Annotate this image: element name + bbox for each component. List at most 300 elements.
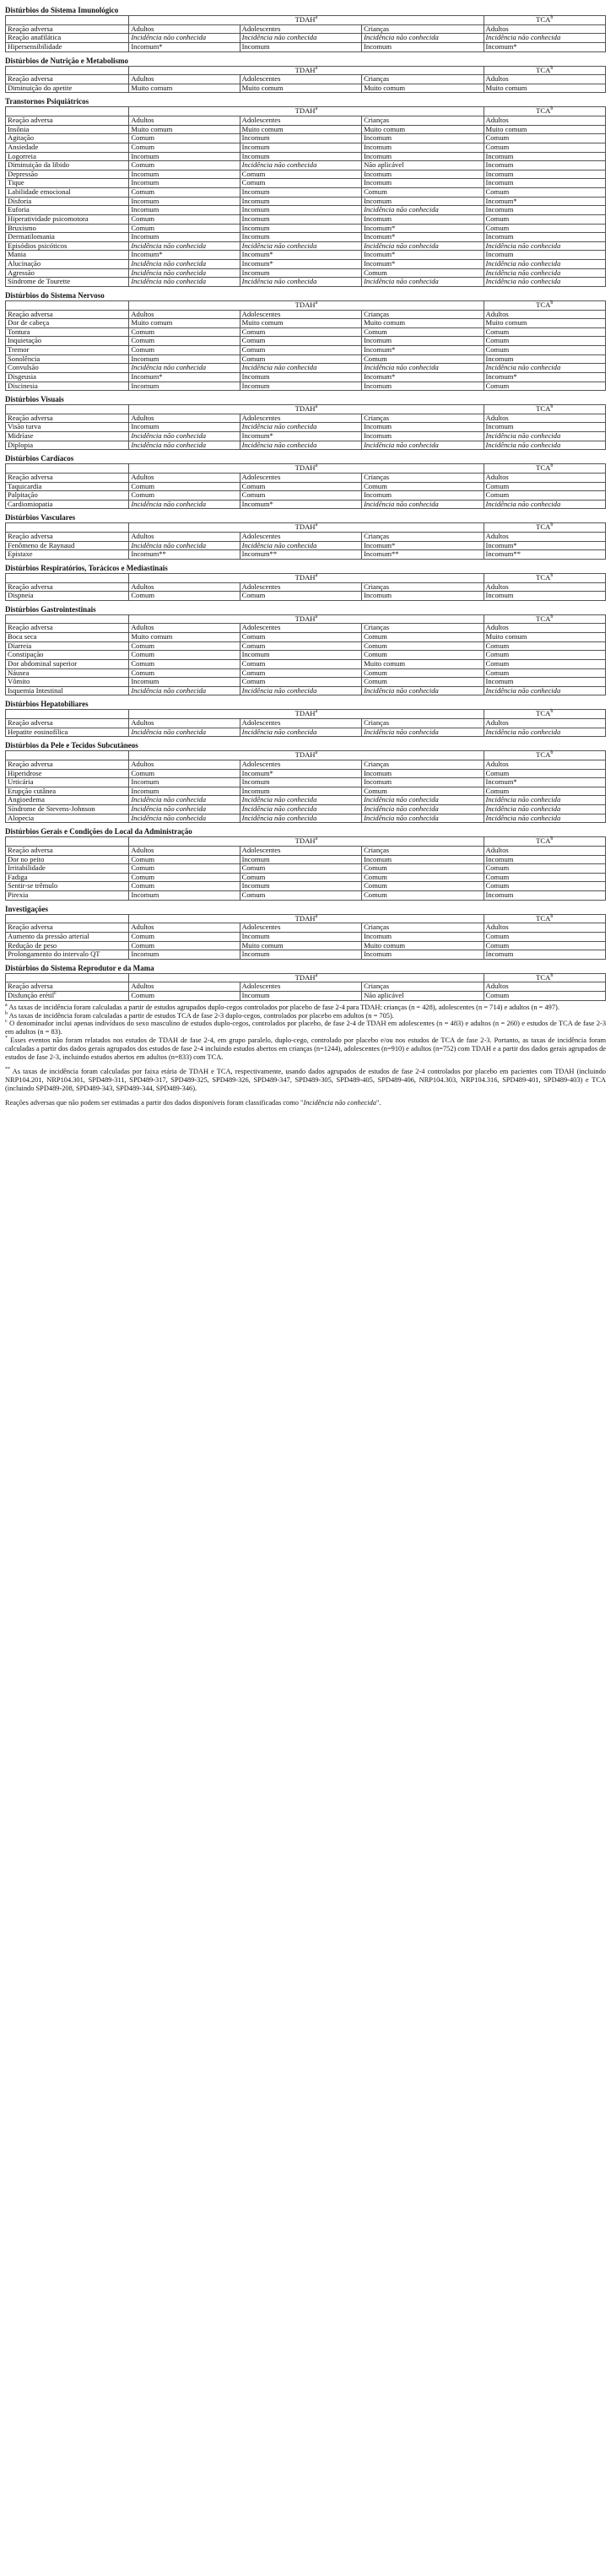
frequency-cell: Comum xyxy=(129,668,240,678)
frequency-cell: Comum xyxy=(129,482,240,491)
reaction-name: Constipação xyxy=(6,651,129,660)
frequency-cell: Comum xyxy=(484,134,606,143)
reaction-name: Diminuição do apetite xyxy=(6,84,129,93)
group-header-tdah: TDAH$^a$ xyxy=(129,66,484,75)
column-header: Adultos xyxy=(484,624,606,633)
frequency-cell: Incidência não conhecida xyxy=(129,278,240,287)
table-row xyxy=(6,224,606,233)
adverse-reactions-table xyxy=(5,106,606,287)
frequency-cell: Comum xyxy=(240,641,361,651)
adverse-reactions-table xyxy=(5,300,606,391)
column-header: Crianças xyxy=(362,24,484,34)
section xyxy=(5,964,601,1001)
table-row xyxy=(6,992,606,1001)
group-header-tdah: TDAH$^a$ xyxy=(129,973,484,982)
section xyxy=(5,700,601,737)
footnote-unknown-incidence: Reações adversas que não podem ser estimadas a partir dos dados disponíveis foram classificadas como "Incidência não conhecida". xyxy=(5,1098,381,1107)
column-header: Reação adversa xyxy=(6,310,129,319)
frequency-cell: Comum xyxy=(129,941,240,950)
frequency-cell: Incomum* xyxy=(240,500,361,509)
frequency-cell: Incomum xyxy=(362,950,484,960)
frequency-cell: Incidência não conhecida xyxy=(240,728,361,737)
reaction-name: Dor abdominal superior xyxy=(6,659,129,668)
frequency-cell: Comum xyxy=(129,214,240,224)
adverse-reactions-table xyxy=(5,66,606,94)
frequency-cell: Incomum xyxy=(484,423,606,432)
frequency-cell: Incidência não conhecida xyxy=(129,686,240,695)
frequency-cell: Incomum xyxy=(484,170,606,179)
column-header: Adultos xyxy=(484,75,606,84)
group-header-blank xyxy=(6,464,129,474)
section-title: Distúrbios Hepatobiliares xyxy=(5,700,89,709)
reaction-name: Dor no peito xyxy=(6,855,129,864)
frequency-cell: Incomum xyxy=(240,134,361,143)
frequency-cell: Comum xyxy=(362,882,484,891)
reaction-name: Diplopia xyxy=(6,441,129,450)
reaction-name: Depressão xyxy=(6,170,129,179)
frequency-cell: Comum xyxy=(484,224,606,233)
frequency-cell: Comum xyxy=(484,214,606,224)
reaction-name: Boca seca xyxy=(6,633,129,642)
group-header-blank xyxy=(6,973,129,982)
group-header-blank xyxy=(6,405,129,414)
group-header-tca: TCA$^b$ xyxy=(484,614,606,624)
frequency-cell: Comum xyxy=(484,337,606,346)
section-title: Distúrbios do Sistema Imunológico xyxy=(5,6,119,14)
frequency-cell: Incomum xyxy=(484,950,606,960)
frequency-cell: Incidência não conhecida xyxy=(484,686,606,695)
frequency-cell: Incidência não conhecida xyxy=(129,34,240,43)
column-header: Crianças xyxy=(362,116,484,126)
table-row xyxy=(6,873,606,882)
frequency-cell: Comum xyxy=(362,354,484,364)
table-row xyxy=(6,260,606,269)
column-header: Crianças xyxy=(362,75,484,84)
reaction-name: Inquietação xyxy=(6,337,129,346)
frequency-cell: Comum xyxy=(129,161,240,170)
frequency-cell: Comum xyxy=(484,864,606,874)
frequency-cell: Incomum xyxy=(362,423,484,432)
reaction-name: Disforia xyxy=(6,197,129,206)
section-title: Distúrbios da Pele e Tecidos Subcutâneos xyxy=(5,741,138,750)
frequency-cell: Incomum** xyxy=(129,550,240,560)
frequency-cell: Comum xyxy=(129,932,240,941)
frequency-cell: Incomum xyxy=(362,491,484,501)
frequency-cell: Comum xyxy=(362,327,484,337)
frequency-cell: Muito comum xyxy=(240,319,361,328)
frequency-cell: Incidência não conhecida xyxy=(240,796,361,805)
column-header: Adultos xyxy=(129,533,240,542)
table-row xyxy=(6,950,606,960)
group-header-blank xyxy=(6,751,129,760)
frequency-cell: Incomum* xyxy=(362,346,484,355)
frequency-cell: Muito comum xyxy=(484,633,606,642)
frequency-cell: Muito comum xyxy=(129,125,240,134)
column-header-row xyxy=(6,473,606,482)
frequency-cell: Incomum xyxy=(129,170,240,179)
section xyxy=(5,57,601,94)
frequency-cell: Incidência não conhecida xyxy=(484,728,606,737)
adverse-reactions-table xyxy=(5,404,606,450)
frequency-cell: Incidência não conhecida xyxy=(240,541,361,550)
table-row xyxy=(6,233,606,242)
group-header-tdah: TDAH$^a$ xyxy=(129,405,484,414)
frequency-cell: Incidência não conhecida xyxy=(484,441,606,450)
column-header: Crianças xyxy=(362,719,484,728)
frequency-cell: Incomum* xyxy=(362,260,484,269)
table-row xyxy=(6,550,606,560)
adverse-reactions-table xyxy=(5,836,606,900)
frequency-cell: Incidência não conhecida xyxy=(362,241,484,251)
section-title: Transtornos Psiquiátricos xyxy=(5,97,89,106)
frequency-cell: Comum xyxy=(484,491,606,501)
column-header: Adultos xyxy=(484,582,606,592)
section xyxy=(5,97,601,287)
frequency-cell: Comum xyxy=(129,992,240,1001)
frequency-cell: Incomum xyxy=(129,206,240,215)
column-header-row xyxy=(6,24,606,34)
column-header: Reação adversa xyxy=(6,846,129,855)
section-title: Distúrbios Cardíacos xyxy=(5,454,74,463)
column-header: Adultos xyxy=(484,24,606,34)
frequency-cell: Incidência não conhecida xyxy=(362,796,484,805)
reaction-name: Hipersensibilidade xyxy=(6,42,129,51)
table-row xyxy=(6,541,606,550)
frequency-cell: Comum xyxy=(129,882,240,891)
frequency-cell: Incomum xyxy=(362,855,484,864)
table-row xyxy=(6,891,606,901)
frequency-cell: Incomum xyxy=(362,592,484,601)
reaction-name: Fenômeno de Raynaud xyxy=(6,541,129,550)
column-header: Adultos xyxy=(129,414,240,423)
section-title: Distúrbios do Sistema Reprodutor e da Mama xyxy=(5,963,154,972)
frequency-cell: Muito comum xyxy=(240,84,361,93)
frequency-cell: Incomum xyxy=(129,152,240,161)
group-header-tca: TCA$^b$ xyxy=(484,66,606,75)
frequency-cell: Incomum xyxy=(484,855,606,864)
column-header: Adultos xyxy=(129,582,240,592)
table-row xyxy=(6,641,606,651)
frequency-cell: Incomum* xyxy=(362,541,484,550)
column-header: Adolescentes xyxy=(240,75,361,84)
table-row xyxy=(6,651,606,660)
group-header-tdah: TDAH$^a$ xyxy=(129,523,484,533)
reaction-name: Mania xyxy=(6,251,129,260)
frequency-cell: Incomum* xyxy=(240,769,361,778)
frequency-cell: Incomum xyxy=(484,354,606,364)
frequency-cell: Incomum* xyxy=(362,251,484,260)
table-row xyxy=(6,278,606,287)
frequency-cell: Incomum xyxy=(240,778,361,787)
column-header-row xyxy=(6,582,606,592)
frequency-cell: Comum xyxy=(240,482,361,491)
column-header: Reação adversa xyxy=(6,414,129,423)
column-header: Reação adversa xyxy=(6,982,129,992)
table-row xyxy=(6,423,606,432)
frequency-cell: Incomum xyxy=(240,143,361,152)
frequency-cell: Incomum* xyxy=(362,372,484,382)
table-row xyxy=(6,814,606,823)
frequency-cell: Comum xyxy=(484,188,606,198)
frequency-cell: Comum xyxy=(362,678,484,687)
column-header-row xyxy=(6,719,606,728)
section xyxy=(5,291,601,391)
section xyxy=(5,454,601,509)
table-row xyxy=(6,941,606,950)
frequency-cell: Incidência não conhecida xyxy=(240,805,361,814)
frequency-cell: Incidência não conhecida xyxy=(129,728,240,737)
footnotes xyxy=(5,1004,606,1107)
frequency-cell: Incomum xyxy=(240,651,361,660)
frequency-cell: Comum xyxy=(362,268,484,278)
group-header-tca: TCA$^b$ xyxy=(484,300,606,310)
column-header-row xyxy=(6,846,606,855)
frequency-cell: Incomum xyxy=(240,382,361,391)
frequency-cell: Comum xyxy=(362,641,484,651)
column-header: Crianças xyxy=(362,624,484,633)
section-title: Distúrbios Gerais e Condições do Local da Administração xyxy=(5,827,192,836)
table-row xyxy=(6,364,606,373)
reaction-name: Isquemia Intestinal xyxy=(6,686,129,695)
section xyxy=(5,564,601,601)
frequency-cell: Incidência não conhecida xyxy=(484,432,606,441)
column-header: Adolescentes xyxy=(240,982,361,992)
reaction-name: Tremor xyxy=(6,346,129,355)
frequency-cell: Muito comum xyxy=(362,659,484,668)
section-title: Distúrbios Vasculares xyxy=(5,513,76,522)
frequency-cell: Incomum* xyxy=(129,372,240,382)
column-header: Adultos xyxy=(484,414,606,423)
frequency-cell: Não aplicável xyxy=(362,992,484,1001)
column-header: Adultos xyxy=(484,846,606,855)
footnote: $^c$ O denominador inclui apenas indivíduos do sexo masculino de estudos duplo-cegos, controlados por placebo, de fase 2-4 de TDAH em adolescentes (n = 483) e adultos (n = 260) e estudos de TCA de fase 2-3 em adultos (n = 83). xyxy=(5,1019,607,1036)
reaction-name: Dor de cabeça xyxy=(6,319,129,328)
table-row xyxy=(6,728,606,737)
frequency-cell: Comum xyxy=(129,641,240,651)
frequency-cell: Incidência não conhecida xyxy=(484,796,606,805)
frequency-cell: Comum xyxy=(362,651,484,660)
frequency-cell: Incomum xyxy=(484,678,606,687)
table-row xyxy=(6,251,606,260)
column-header: Adultos xyxy=(129,310,240,319)
frequency-cell: Incomum xyxy=(240,197,361,206)
frequency-cell: Incidência não conhecida xyxy=(362,686,484,695)
column-header: Adultos xyxy=(129,923,240,933)
section xyxy=(5,513,601,560)
frequency-cell: Muito comum xyxy=(484,125,606,134)
reaction-name: Sonolência xyxy=(6,354,129,364)
table-row xyxy=(6,592,606,601)
reaction-name: Diminuição da libido xyxy=(6,161,129,170)
frequency-cell: Comum xyxy=(484,482,606,491)
frequency-cell: Comum xyxy=(240,346,361,355)
frequency-cell: Incomum xyxy=(240,268,361,278)
table-row xyxy=(6,500,606,509)
table-row xyxy=(6,214,606,224)
frequency-cell: Incomum xyxy=(362,152,484,161)
column-header: Crianças xyxy=(362,414,484,423)
frequency-cell: Comum xyxy=(362,188,484,198)
frequency-cell: Comum xyxy=(484,641,606,651)
table-row xyxy=(6,197,606,206)
frequency-cell: Incomum xyxy=(362,179,484,188)
frequency-cell: Incomum xyxy=(129,787,240,796)
reaction-name: Labilidade emocional xyxy=(6,188,129,198)
frequency-cell: Incomum xyxy=(240,855,361,864)
column-header: Adolescentes xyxy=(240,533,361,542)
frequency-cell: Comum xyxy=(362,482,484,491)
table-row xyxy=(6,337,606,346)
frequency-cell: Comum xyxy=(240,179,361,188)
frequency-cell: Comum xyxy=(362,787,484,796)
adverse-reactions-table xyxy=(5,573,606,601)
column-header: Reação adversa xyxy=(6,473,129,482)
reaction-name: Logorreia xyxy=(6,152,129,161)
table-row xyxy=(6,143,606,152)
reaction-name: Náusea xyxy=(6,668,129,678)
frequency-cell: Incomum xyxy=(240,152,361,161)
frequency-cell: Incomum* xyxy=(129,42,240,51)
group-header-blank xyxy=(6,300,129,310)
group-header-tca: TCA$^b$ xyxy=(484,710,606,719)
footnote: * Esses eventos não foram relatados nos estudos de TDAH de fase 2-4, em grupo paralelo, duplo-cego, controlado por placebo e/ou nos estudos de TCA de fase 2-3. Portanto, as taxas de incidência foram calculadas a partir dos dados gerais agrupados dos estudos de fase 2-4 incluindo estudos abertos em crianças (n=1244), adolescentes (n=910) e adultos (n=752) com TDAH e a partir dos dados gerais agrupados de estudos de fase 2-3, incluindo estudos abertos em adultos (n=833) com TCA. xyxy=(5,1036,607,1062)
column-header: Reação adversa xyxy=(6,533,129,542)
reaction-name: Taquicardia xyxy=(6,482,129,491)
frequency-cell: Comum xyxy=(240,864,361,874)
group-header-tca: TCA$^b$ xyxy=(484,751,606,760)
frequency-cell: Incidência não conhecida xyxy=(240,161,361,170)
frequency-cell: Incomum xyxy=(240,224,361,233)
table-row xyxy=(6,42,606,51)
reaction-name: Dispneia xyxy=(6,592,129,601)
frequency-cell: Incidência não conhecida xyxy=(362,206,484,215)
column-header: Adolescentes xyxy=(240,414,361,423)
frequency-cell: Comum xyxy=(484,992,606,1001)
reaction-name: Redução de peso xyxy=(6,941,129,950)
frequency-cell: Incomum** xyxy=(240,550,361,560)
reaction-name: Erupção cutânea xyxy=(6,787,129,796)
group-header-blank xyxy=(6,710,129,719)
frequency-cell: Incomum xyxy=(129,179,240,188)
frequency-cell: Muito comum xyxy=(362,941,484,950)
section-title: Distúrbios Visuais xyxy=(5,395,64,404)
frequency-cell: Comum xyxy=(129,491,240,501)
column-header: Crianças xyxy=(362,310,484,319)
frequency-cell: Incidência não conhecida xyxy=(484,500,606,509)
frequency-cell: Incidência não conhecida xyxy=(240,686,361,695)
reaction-name: Episódios psicóticos xyxy=(6,241,129,251)
group-header-tdah: TDAH$^a$ xyxy=(129,16,484,25)
column-header: Adultos xyxy=(484,719,606,728)
column-header: Crianças xyxy=(362,760,484,769)
reaction-name: Visão turva xyxy=(6,423,129,432)
table-row xyxy=(6,188,606,198)
table-row xyxy=(6,346,606,355)
frequency-cell: Incomum** xyxy=(362,550,484,560)
frequency-cell: Comum xyxy=(129,327,240,337)
table-row xyxy=(6,441,606,450)
group-header-blank xyxy=(6,16,129,25)
column-header: Adultos xyxy=(129,473,240,482)
footnote: $^b$ As taxas de incidência foram calculadas a partir de estudos TCA de fase 2-3 duplo-cegos, controlados por placebo em adultos (n = 705). xyxy=(5,1010,394,1020)
table-row xyxy=(6,179,606,188)
reaction-name: Sentir-se trêmulo xyxy=(6,882,129,891)
reaction-name: Hepatite eosinofílica xyxy=(6,728,129,737)
column-header: Adultos xyxy=(129,760,240,769)
frequency-cell: Incomum xyxy=(240,372,361,382)
frequency-cell: Incomum xyxy=(129,197,240,206)
table-row xyxy=(6,633,606,642)
adverse-reactions-table xyxy=(5,709,606,737)
frequency-cell: Incomum* xyxy=(362,233,484,242)
frequency-cell: Incomum xyxy=(362,170,484,179)
table-row xyxy=(6,152,606,161)
table-row xyxy=(6,491,606,501)
table-row xyxy=(6,796,606,805)
table-row xyxy=(6,787,606,796)
column-header: Adolescentes xyxy=(240,310,361,319)
group-header-blank xyxy=(6,614,129,624)
footnote: $^a$ As taxas de incidência foram calculadas a partir de estudos agrupados duplo-cegos controlados por placebo de fase 2-4 para TDAH: crianças (n = 428), adolescentes (n = 714) e adultos (n = 497). xyxy=(5,1002,559,1011)
frequency-cell: Incomum xyxy=(129,891,240,901)
column-header: Adultos xyxy=(484,473,606,482)
column-header: Reação adversa xyxy=(6,24,129,34)
frequency-cell: Comum xyxy=(129,769,240,778)
column-header: Reação adversa xyxy=(6,75,129,84)
frequency-cell: Comum xyxy=(484,941,606,950)
frequency-cell: Comum xyxy=(240,592,361,601)
group-header-tdah: TDAH$^a$ xyxy=(129,710,484,719)
column-header-row xyxy=(6,923,606,933)
reaction-name: Agitação xyxy=(6,134,129,143)
column-header: Reação adversa xyxy=(6,582,129,592)
table-row xyxy=(6,372,606,382)
column-header-row xyxy=(6,982,606,992)
frequency-cell: Incomum xyxy=(362,778,484,787)
column-header: Adultos xyxy=(484,923,606,933)
frequency-cell: Muito comum xyxy=(240,941,361,950)
column-header-row xyxy=(6,414,606,423)
frequency-cell: Comum xyxy=(129,864,240,874)
reaction-name: Tontura xyxy=(6,327,129,337)
column-header-row xyxy=(6,75,606,84)
frequency-cell: Incidência não conhecida xyxy=(129,814,240,823)
frequency-cell: Incomum xyxy=(240,206,361,215)
frequency-cell: Comum xyxy=(129,188,240,198)
frequency-cell: Comum xyxy=(362,633,484,642)
column-header: Crianças xyxy=(362,923,484,933)
frequency-cell: Incidência não conhecida xyxy=(129,796,240,805)
frequency-cell: Incomum xyxy=(362,769,484,778)
section-title: Distúrbios Gastrointestinais xyxy=(5,604,96,614)
column-header-row xyxy=(6,310,606,319)
table-row xyxy=(6,34,606,43)
frequency-cell: Muito comum xyxy=(484,319,606,328)
frequency-cell: Incidência não conhecida xyxy=(129,441,240,450)
frequency-cell: Incomum xyxy=(362,134,484,143)
frequency-cell: Incidência não conhecida xyxy=(484,260,606,269)
column-header: Adolescentes xyxy=(240,923,361,933)
adverse-reactions-table xyxy=(5,463,606,509)
frequency-cell: Incomum xyxy=(240,214,361,224)
frequency-cell: Incomum xyxy=(362,197,484,206)
frequency-cell: Comum xyxy=(129,592,240,601)
column-header-row xyxy=(6,760,606,769)
column-header: Adultos xyxy=(129,982,240,992)
frequency-cell: Incomum* xyxy=(362,224,484,233)
frequency-cell: Comum xyxy=(484,659,606,668)
frequency-cell: Incidência não conhecida xyxy=(362,278,484,287)
